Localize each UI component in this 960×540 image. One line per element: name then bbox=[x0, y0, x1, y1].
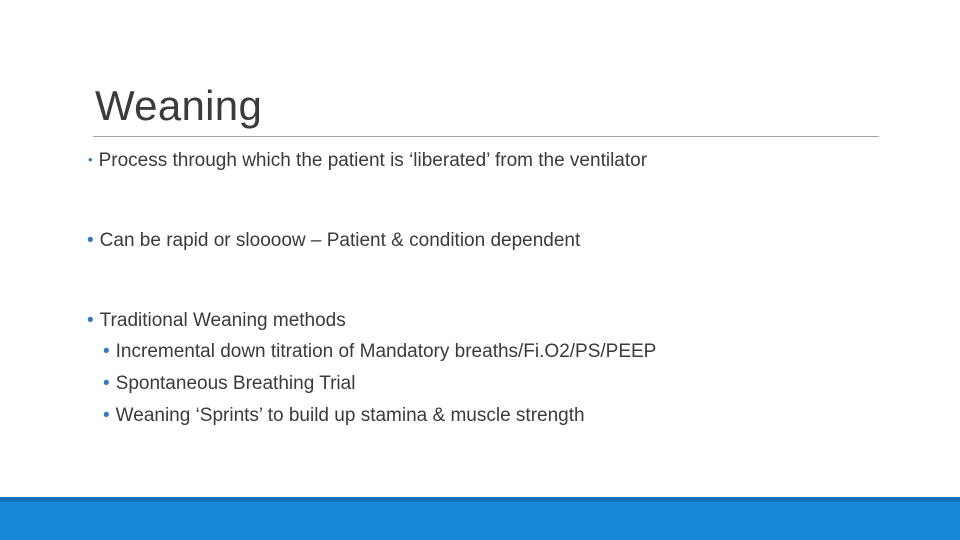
sub-bullet-text: Incremental down titration of Mandatory breaths/Fi.O2/PS/PEEP bbox=[115, 341, 657, 362]
bullet-text: Process through which the patient is ‘liberated’ from the ventilator bbox=[98, 150, 648, 171]
sub-bullet-item bbox=[103, 373, 355, 395]
bullet-item bbox=[88, 150, 647, 172]
bullet-dot-icon: • bbox=[88, 152, 93, 167]
sub-bullet-text: Spontaneous Breathing Trial bbox=[115, 373, 356, 394]
bullet-text: Can be rapid or sloooow – Patient & condition dependent bbox=[99, 230, 581, 251]
sub-bullet-text: Weaning ‘Sprints’ to build up stamina & muscle strength bbox=[115, 405, 585, 426]
title-divider bbox=[93, 136, 879, 137]
bullet-dot-icon: • bbox=[103, 405, 110, 426]
bullet-dot-icon: • bbox=[87, 310, 94, 331]
bullet-item bbox=[87, 230, 580, 252]
footer-bar-edge bbox=[0, 497, 960, 502]
sub-bullet-item bbox=[103, 405, 585, 427]
bullet-dot-icon: • bbox=[87, 230, 94, 251]
bullet-dot-icon: • bbox=[103, 373, 110, 394]
bullet-item bbox=[87, 310, 346, 332]
footer-bar bbox=[0, 497, 960, 540]
slide-title: Weaning bbox=[95, 82, 263, 129]
bullet-text: Traditional Weaning methods bbox=[99, 310, 346, 331]
bullet-dot-icon: • bbox=[103, 341, 110, 362]
sub-bullet-item bbox=[103, 341, 656, 363]
